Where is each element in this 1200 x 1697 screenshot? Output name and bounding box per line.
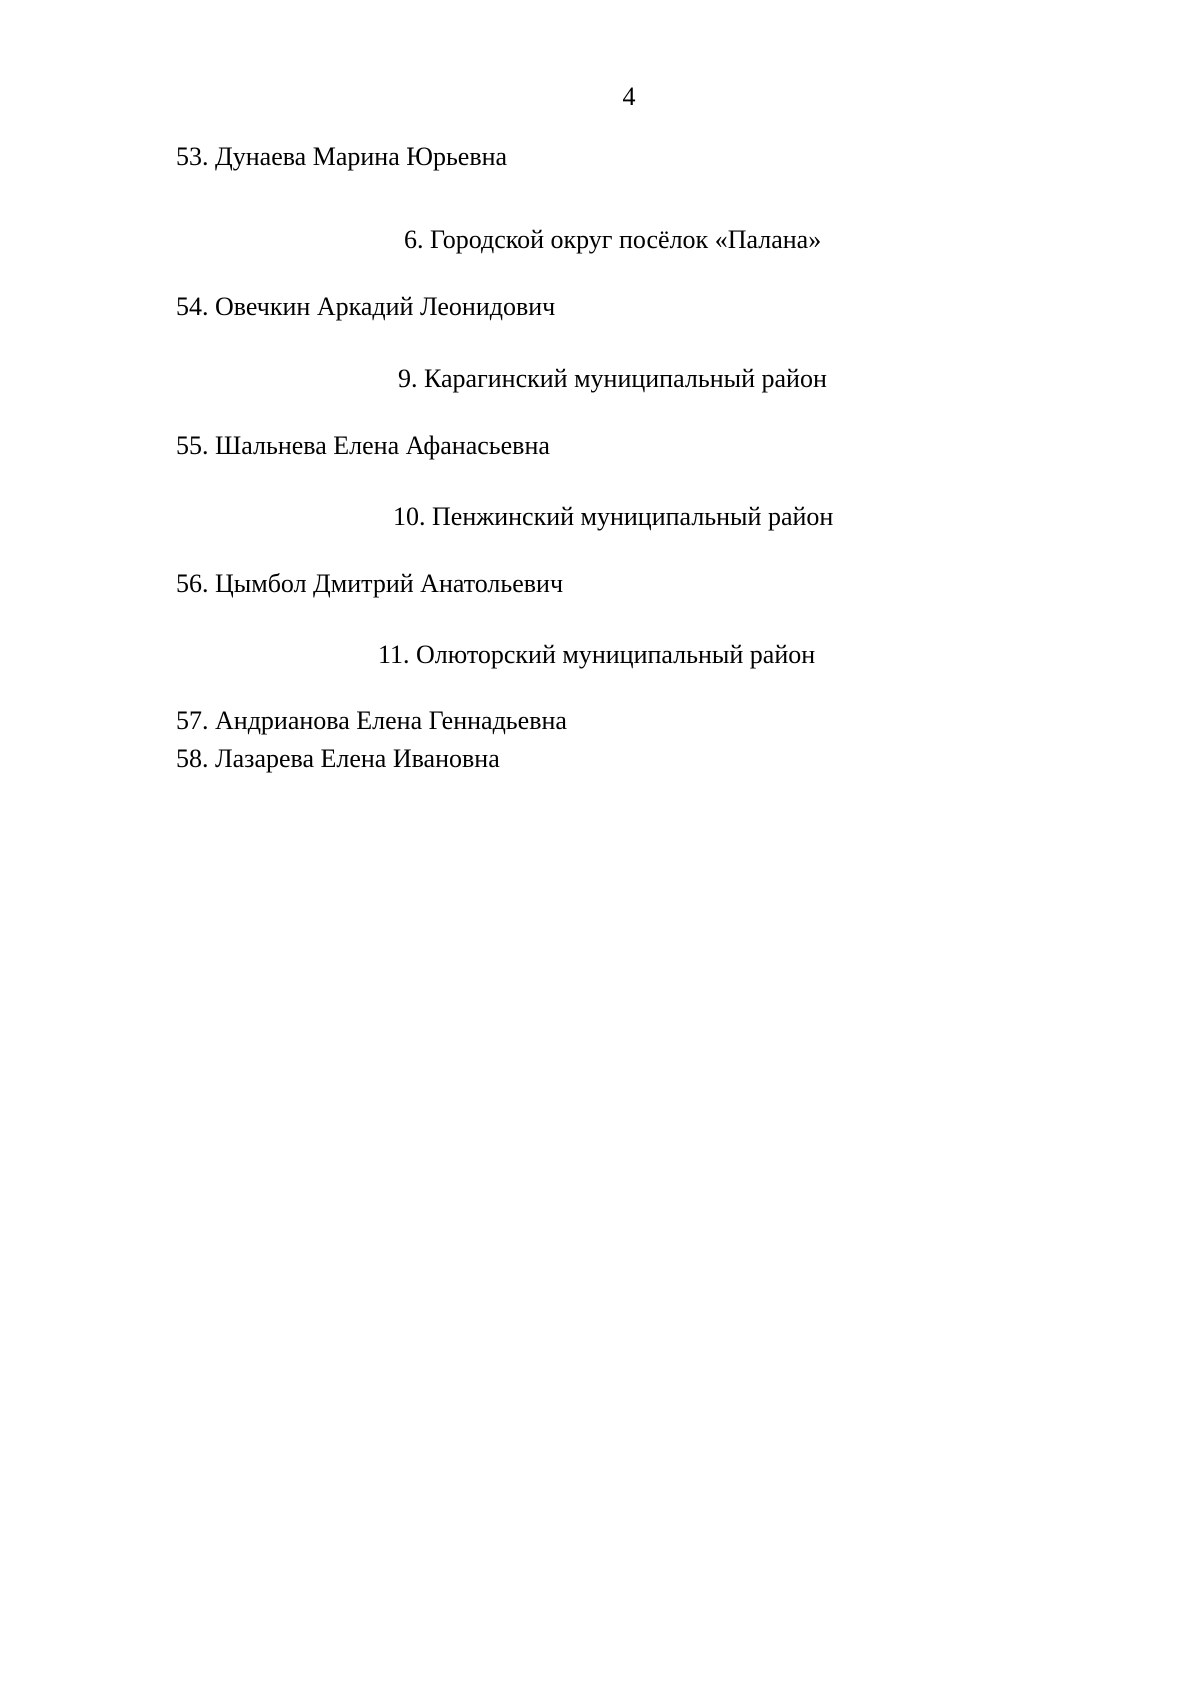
list-item: 57. Андрианова Елена Геннадьевна <box>176 706 567 735</box>
section-heading: 11. Олюторский муниципальный район <box>378 640 816 669</box>
section-heading: 6. Городской округ посёлок «Палана» <box>404 225 822 254</box>
list-item: 58. Лазарева Елена Ивановна <box>176 744 500 773</box>
list-item: 53. Дунаева Марина Юрьевна <box>176 142 508 171</box>
section-heading: 9. Карагинский муниципальный район <box>398 364 827 393</box>
list-item: 56. Цымбол Дмитрий Анатольевич <box>176 569 564 598</box>
list-item: 55. Шальнева Елена Афанасьевна <box>176 431 550 460</box>
list-item: 54. Овечкин Аркадий Леонидович <box>176 292 556 321</box>
page-number: 4 <box>622 82 636 111</box>
section-heading: 10. Пенжинский муниципальный район <box>393 502 834 531</box>
